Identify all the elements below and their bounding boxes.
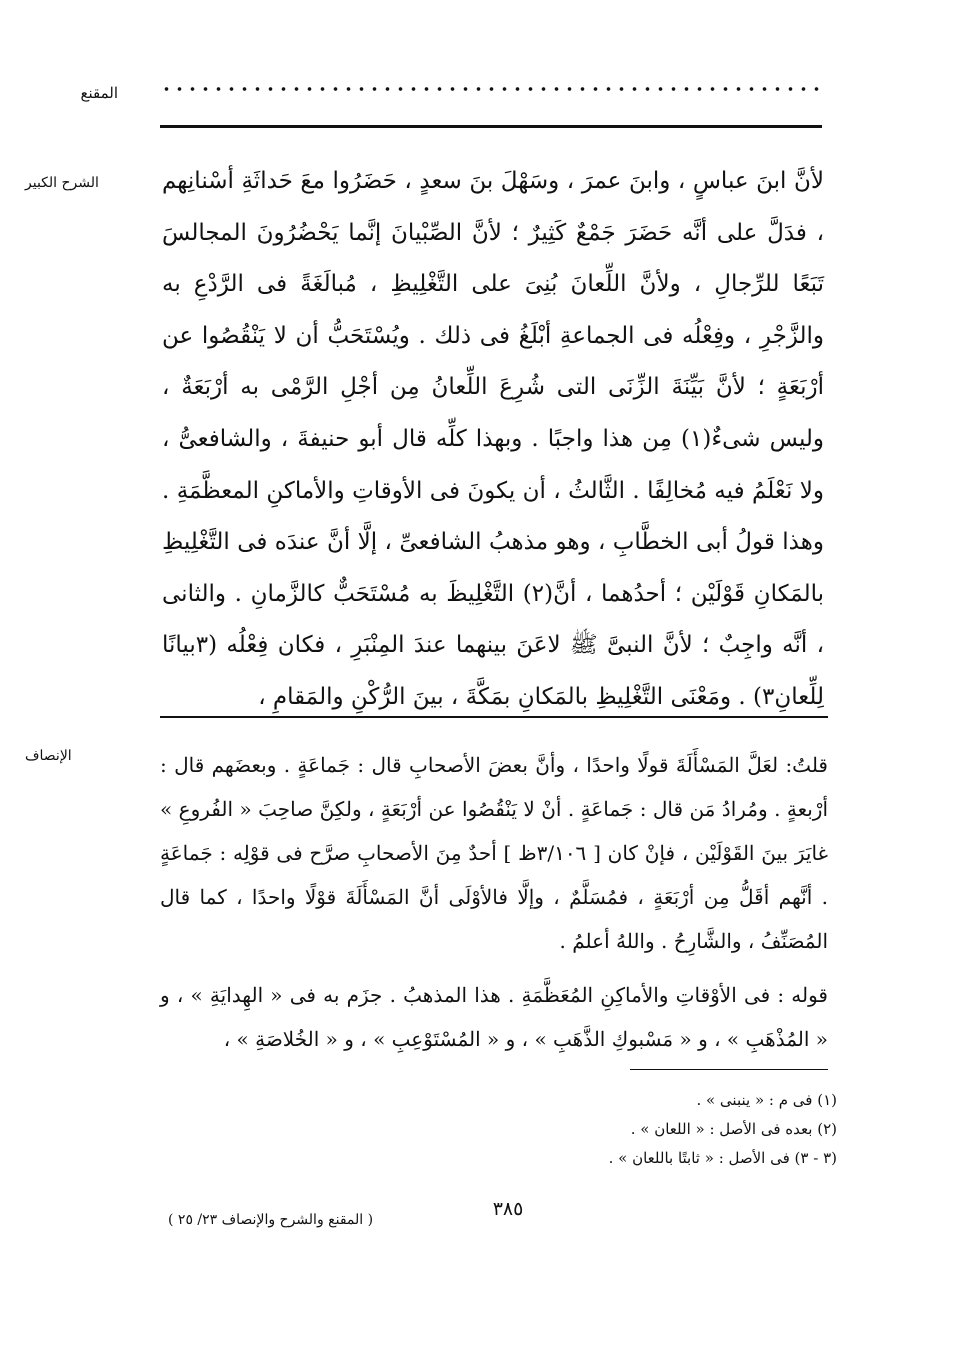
insaf-paragraph: قوله : فى الأوْقاتِ والأماكِنِ المُعَظَّمَةِ . هذا المذهبُ . جزَم به فى « الهِدايَةِ » ، و « المُذْهَبِ » ، و « مَسْبوكِ الذَّهَبِ » ، و « المُسْتَوْعِبِ » ، و « الخُلاصَةِ » ، <box>160 983 828 1051</box>
page-number: ٣٨٥ <box>492 1198 524 1220</box>
section-label-sharh: الشرح الكبير <box>25 175 99 191</box>
section-label-insaf: الإنصاف <box>25 748 72 764</box>
footnotes <box>137 1086 837 1173</box>
sharh-body-text: لأنَّ ابنَ عباسٍ ، وابنَ عمرَ ، وسَهْلَ بنَ سعدٍ ، حَضَرُوا معَ حَداثَةِ أسْنانِهم ، فدَلَّ على أنَّه حَضَرَ جَمْعٌ كَثِيرٌ ؛ لأنَّ الصِّبْيانَ إنَّما يَحْضُرُونَ المجالسَ تَبَعًا للرِّجالِ ، ولأنَّ اللِّعانَ بُنِىَ على التَّغْلِيظِ ، مُبالَغَةً فى الرَّدْعِ به والزَّجْرِ ، وفِعْلُه فى الجماعةِ أبْلَغُ فى ذلك . ويُسْتَحَبُّ أن لا يَنْقُصُوا عن أرْبَعَةٍ ؛ لأنَّ بَيِّنَةَ الزِّنَى التى شُرِعَ اللِّعانُ مِن أجْلِ الرَّمْى به أرْبَعَةٌ ، وليس شىءٌ(١) مِن هذا واجبًا . وبهذا كلِّه قال أبو حنيفةَ ، والشافعىُّ ، ولا نَعْلَمُ فيه مُخالِفًا . الثَّالثُ ، أن يكونَ فى الأوقاتِ والأماكنِ المعظَّمَةِ . وهذا قولُ أبى الخطَّابِ ، وهو مذهبُ الشافعىِّ ، إلَّا أنَّ عندَه فى التَّغْلِيظِ بالمَكانِ قَوْلَيْن ؛ أحدُهما ، أنَّ(٢) التَّغْلِيظَ به مُسْتَحَبٌّ كالزَّمانِ . والثانى ، أنَّه واجِبٌ ؛ لأنَّ النبىَّ ﷺ لاعَنَ بينهما عندَ المِنْبَرِ ، فكان فِعْلُه (٣بيانًا لِلِّعانِ٣) . ومَعْنَى التَّغْلِيظِ بالمَكانِ بمَكَّةَ ، بينَ الرُّكْنِ والمَقامِ ، <box>162 168 824 710</box>
insaf-body <box>160 743 828 1061</box>
volume-reference: ( المقنع والشرح والإنصاف ٢٣/ ٢٥ ) <box>168 1212 374 1228</box>
footnote: (٢) بعده فى الأصل : « اللعان » . <box>630 1120 837 1138</box>
footnote-rule <box>630 1069 828 1070</box>
header-rule <box>160 125 822 128</box>
book-title: المقنع <box>80 84 118 102</box>
header-dotted-line <box>160 86 822 92</box>
insaf-paragraph: قلتُ: لعَلَّ المَسْأَلَةَ قولًا واحدًا ، وأنَّ بعضَ الأصحابِ قال : جَماعَةٍ . وبعضَهم قال : أرْبعةٍ . ومُرادُ مَن قال : جَماعَةٍ . أنْ لا يَنْقُصُوا عن أرْبَعَةٍ ، ولكِنَّ صاحِبَ « الفُروعِ » غايَرَ بينَ القَوْلَيْن ، فإنْ كان [ ٣/١٠٦ظ ] أحدٌ مِنَ الأصحابِ صرَّح فى قوْلِه : جَماعَةٍ . أنَّهم أقَلُّ مِن أرْبَعَةٍ ، فمُسَلَّمٌ ، وإلَّا فالأوْلَى أنَّ المَسْأَلَةَ قوْلًا واحدًا ، كما قال المُصَنِّفُ ، والشَّارِحُ . واللهُ أعلمُ . <box>160 753 828 953</box>
footnote: (١) فى م : « ينبنى » . <box>696 1091 837 1109</box>
section-divider <box>160 716 828 718</box>
footnote: (٣ - ٣) فى الأصل : « ثابتًا باللعان » . <box>608 1149 837 1167</box>
